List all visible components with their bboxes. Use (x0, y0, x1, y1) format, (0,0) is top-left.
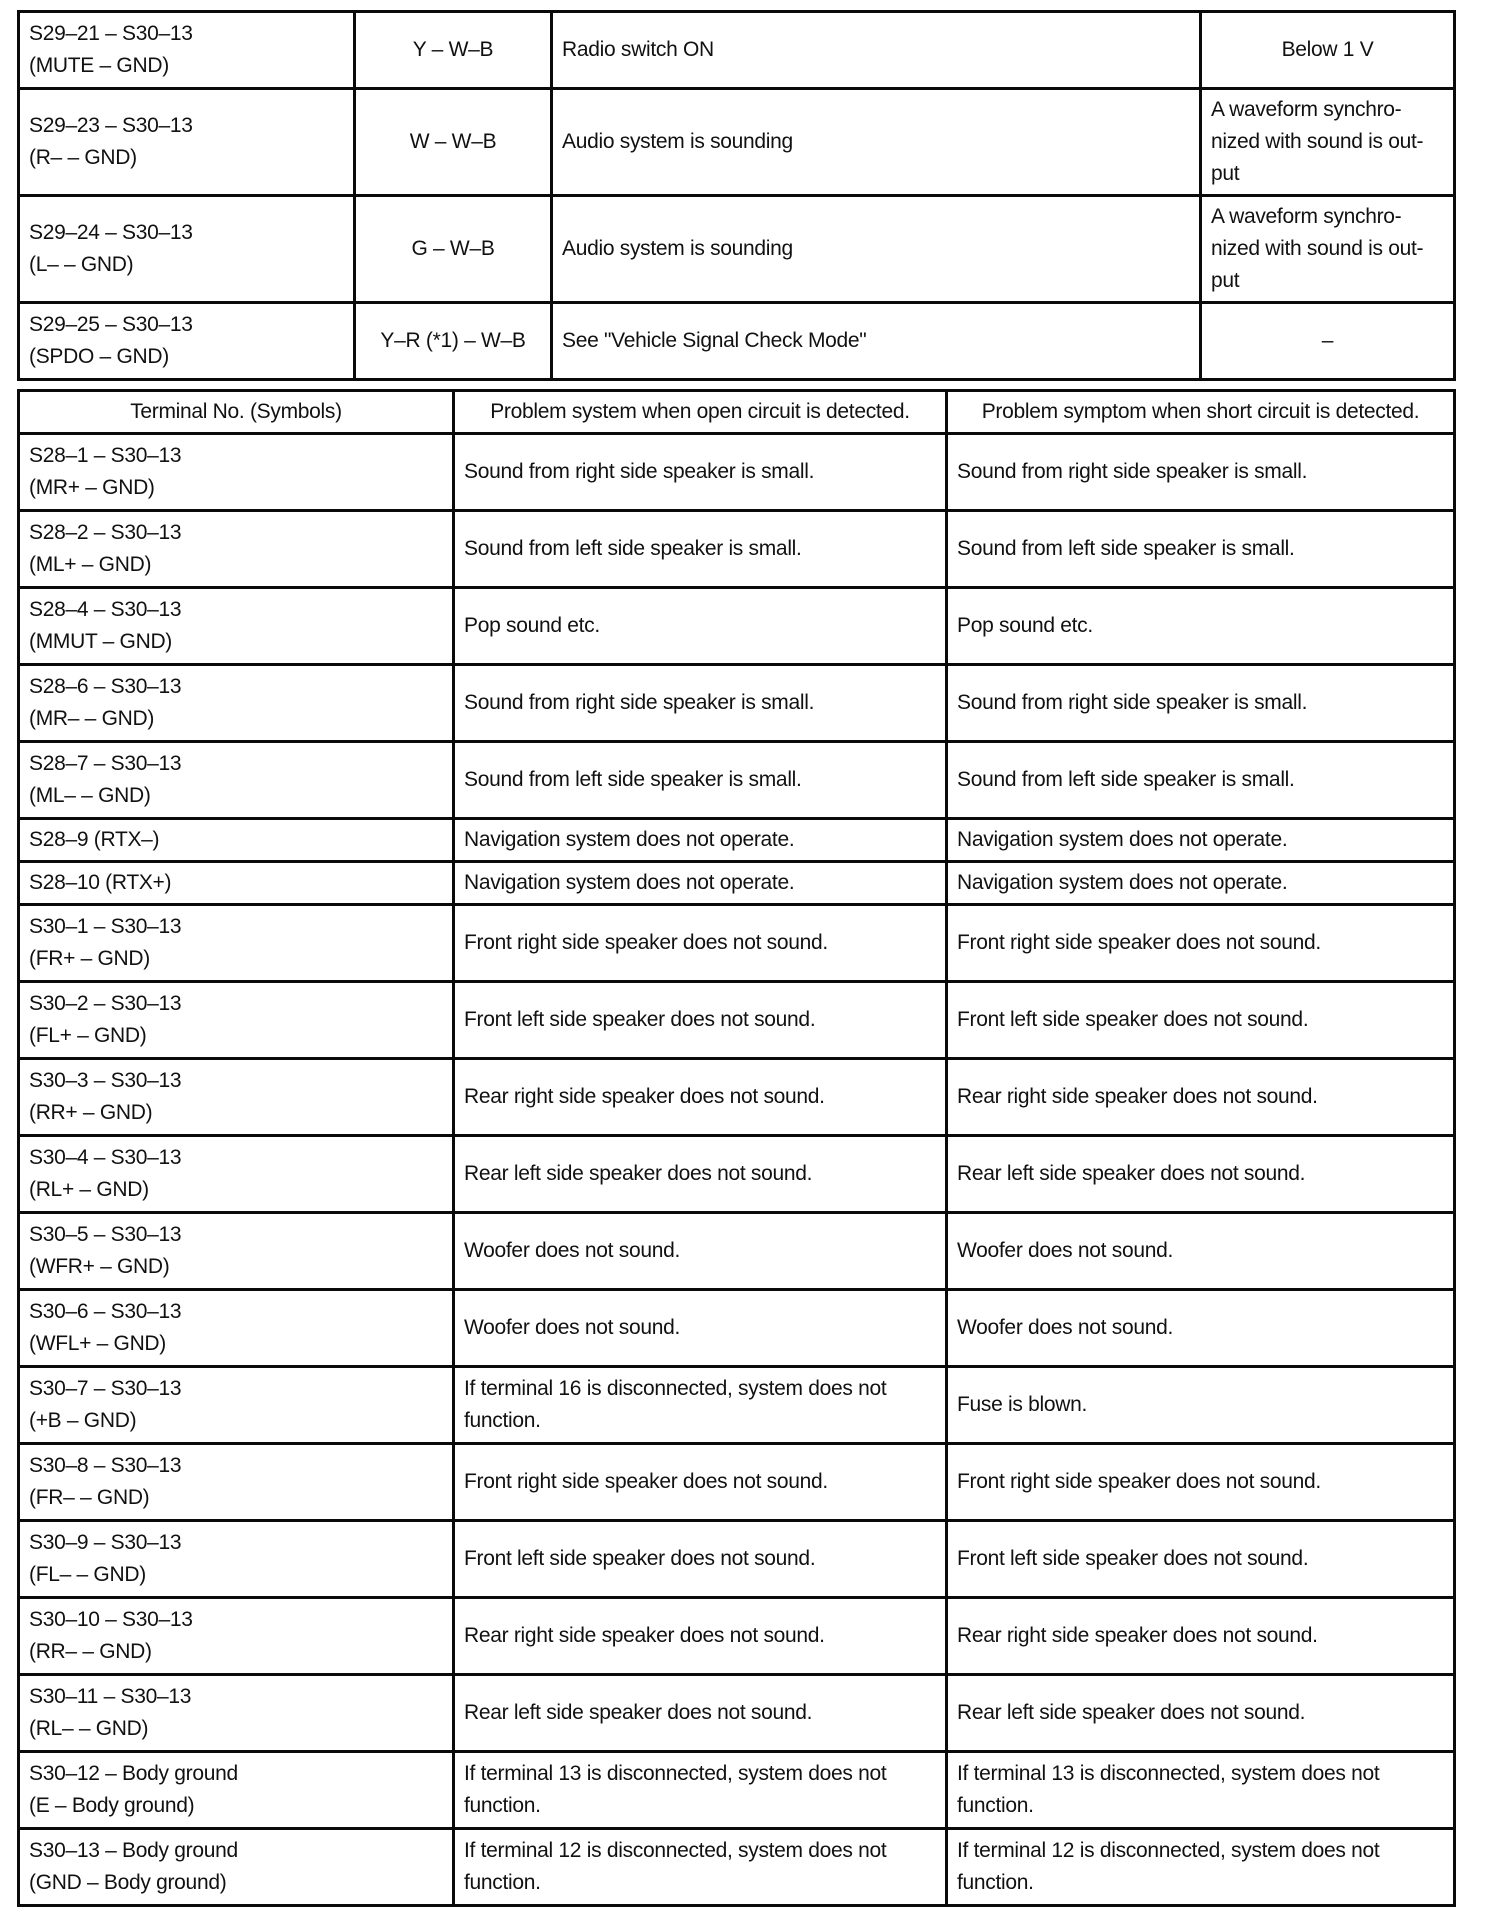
short-circuit-symptom-cell: Sound from right side speaker is small. (947, 434, 1455, 511)
open-circuit-symptom-cell: Navigation system does not operate. (454, 819, 947, 862)
open-circuit-symptom-cell: Front left side speaker does not sound. (454, 982, 947, 1059)
terminal-number: S28–2 – S30–13 (29, 521, 182, 544)
terminal-cell (19, 12, 355, 89)
terminal-symbols: (FL– – GND) (29, 1563, 146, 1586)
wiring-color-cell: Y – W–B (355, 12, 552, 89)
open-circuit-symptom-cell: Woofer does not sound. (454, 1290, 947, 1367)
short-circuit-symptom-cell: Front left side speaker does not sound. (947, 982, 1455, 1059)
table-row (19, 434, 1455, 511)
terminal-number: S29–23 – S30–13 (29, 114, 193, 137)
terminal-number: S28–9 (RTX–) (29, 828, 160, 851)
terminal-number: S30–12 – Body ground (29, 1762, 238, 1785)
terminal-cell (19, 665, 454, 742)
table-row (19, 89, 1455, 196)
short-circuit-symptom-cell: Navigation system does not operate. (947, 819, 1455, 862)
open-circuit-symptom-cell: Front right side speaker does not sound. (454, 1444, 947, 1521)
open-circuit-symptom-cell: If terminal 13 is disconnected, system does not function. (454, 1752, 947, 1829)
terminal-cell (19, 434, 454, 511)
terminal-number: S28–6 – S30–13 (29, 675, 182, 698)
open-short-symptom-table (17, 389, 1456, 1907)
short-circuit-symptom-cell: Front right side speaker does not sound. (947, 1444, 1455, 1521)
table-row (19, 196, 1455, 303)
terminal-cell (19, 905, 454, 982)
table-row (19, 588, 1455, 665)
short-circuit-symptom-cell: Rear right side speaker does not sound. (947, 1598, 1455, 1675)
open-circuit-symptom-cell: Front left side speaker does not sound. (454, 1521, 947, 1598)
table-row (19, 1136, 1455, 1213)
table-row (19, 742, 1455, 819)
terminal-cell (19, 862, 454, 905)
specified-condition-cell: A waveform synchro-nized with sound is out-put (1201, 89, 1455, 196)
short-circuit-symptom-cell: Rear left side speaker does not sound. (947, 1675, 1455, 1752)
table-row (19, 862, 1455, 905)
terminal-symbols: (RL+ – GND) (29, 1178, 149, 1201)
terminal-symbols: (+B – GND) (29, 1409, 137, 1432)
short-circuit-symptom-cell: Fuse is blown. (947, 1367, 1455, 1444)
terminal-cell (19, 1059, 454, 1136)
open-circuit-symptom-cell: Rear left side speaker does not sound. (454, 1675, 947, 1752)
table-row (19, 511, 1455, 588)
terminal-cell (19, 588, 454, 665)
wiring-color-cell: W – W–B (355, 89, 552, 196)
table-row (19, 905, 1455, 982)
short-circuit-symptom-cell: Sound from left side speaker is small. (947, 511, 1455, 588)
table-row (19, 982, 1455, 1059)
terminal-cell (19, 742, 454, 819)
terminal-cell (19, 982, 454, 1059)
terminal-symbols: (MMUT – GND) (29, 630, 173, 653)
terminal-cell (19, 1675, 454, 1752)
short-circuit-symptom-cell: Navigation system does not operate. (947, 862, 1455, 905)
header-short-circuit: Problem symptom when short circuit is detected. (947, 391, 1455, 434)
terminal-cell (19, 1136, 454, 1213)
condition-cell: Radio switch ON (552, 12, 1201, 89)
terminal-number: S28–1 – S30–13 (29, 444, 182, 467)
condition-cell: Audio system is sounding (552, 196, 1201, 303)
terminal-cell (19, 1752, 454, 1829)
terminal-cell (19, 819, 454, 862)
terminal-number: S30–9 – S30–13 (29, 1531, 182, 1554)
open-circuit-symptom-cell: Rear left side speaker does not sound. (454, 1136, 947, 1213)
table-row (19, 1367, 1455, 1444)
terminal-cell (19, 1213, 454, 1290)
short-circuit-symptom-cell: Woofer does not sound. (947, 1213, 1455, 1290)
terminal-number: S28–10 (RTX+) (29, 871, 172, 894)
table-row (19, 1213, 1455, 1290)
terminal-symbols: (ML– – GND) (29, 784, 151, 807)
terminal-cell (19, 1521, 454, 1598)
open-circuit-symptom-cell: If terminal 12 is disconnected, system does not function. (454, 1829, 947, 1906)
terminal-symbols: (WFR+ – GND) (29, 1255, 170, 1278)
table-row (19, 1059, 1455, 1136)
table-row (19, 1829, 1455, 1906)
open-circuit-symptom-cell: Woofer does not sound. (454, 1213, 947, 1290)
terminal-number: S30–6 – S30–13 (29, 1300, 182, 1323)
short-circuit-symptom-cell: Pop sound etc. (947, 588, 1455, 665)
terminal-symbols: (MR– – GND) (29, 707, 155, 730)
table-row (19, 12, 1455, 89)
terminal-symbols: (RR+ – GND) (29, 1101, 153, 1124)
terminal-symbols: (FR+ – GND) (29, 947, 150, 970)
terminal-number: S30–2 – S30–13 (29, 992, 182, 1015)
open-circuit-symptom-cell: Sound from right side speaker is small. (454, 434, 947, 511)
terminal-number: S29–25 – S30–13 (29, 313, 193, 336)
terminal-cell (19, 1598, 454, 1675)
terminal-number: S29–24 – S30–13 (29, 221, 193, 244)
terminal-number: S28–7 – S30–13 (29, 752, 182, 775)
terminal-number: S30–7 – S30–13 (29, 1377, 182, 1400)
open-circuit-symptom-cell: If terminal 16 is disconnected, system does not function. (454, 1367, 947, 1444)
short-circuit-symptom-cell: Woofer does not sound. (947, 1290, 1455, 1367)
short-circuit-symptom-cell: Sound from right side speaker is small. (947, 665, 1455, 742)
condition-cell: Audio system is sounding (552, 89, 1201, 196)
terminal-symbols: (R– – GND) (29, 146, 137, 169)
terminal-number: S30–10 – S30–13 (29, 1608, 193, 1631)
open-circuit-symptom-cell: Sound from left side speaker is small. (454, 742, 947, 819)
terminal-symbols: (ML+ – GND) (29, 553, 152, 576)
terminal-symbols: (L– – GND) (29, 253, 134, 276)
terminal-cell (19, 89, 355, 196)
open-circuit-symptom-cell: Rear right side speaker does not sound. (454, 1059, 947, 1136)
wiring-color-cell: Y–R (*1) – W–B (355, 303, 552, 380)
terminal-symbols: (FL+ – GND) (29, 1024, 147, 1047)
condition-cell: See "Vehicle Signal Check Mode" (552, 303, 1201, 380)
open-circuit-symptom-cell: Front right side speaker does not sound. (454, 905, 947, 982)
header-terminal: Terminal No. (Symbols) (19, 391, 454, 434)
terminal-cell (19, 1444, 454, 1521)
terminal-number: S30–5 – S30–13 (29, 1223, 182, 1246)
terminal-cell (19, 1290, 454, 1367)
short-circuit-symptom-cell: Rear right side speaker does not sound. (947, 1059, 1455, 1136)
specified-condition-cell: Below 1 V (1201, 12, 1455, 89)
table-row (19, 1752, 1455, 1829)
terminal-symbols: (FR– – GND) (29, 1486, 150, 1509)
terminal-symbols: (E – Body ground) (29, 1794, 195, 1817)
terminal-symbols: (RR– – GND) (29, 1640, 152, 1663)
table-row (19, 1521, 1455, 1598)
terminal-cell (19, 511, 454, 588)
terminal-symbols: (MR+ – GND) (29, 476, 155, 499)
terminal-symbols: (WFL+ – GND) (29, 1332, 166, 1355)
terminal-symbols: (RL– – GND) (29, 1717, 149, 1740)
terminal-number: S30–1 – S30–13 (29, 915, 182, 938)
short-circuit-symptom-cell: If terminal 13 is disconnected, system does not function. (947, 1752, 1455, 1829)
terminal-number: S29–21 – S30–13 (29, 22, 193, 45)
table-row (19, 303, 1455, 380)
specified-condition-cell: – (1201, 303, 1455, 380)
terminal-number: S30–4 – S30–13 (29, 1146, 182, 1169)
terminal-number: S30–13 – Body ground (29, 1839, 238, 1862)
wiring-color-cell: G – W–B (355, 196, 552, 303)
table-header-row (19, 391, 1455, 434)
terminal-number: S30–3 – S30–13 (29, 1069, 182, 1092)
terminal-cell (19, 196, 355, 303)
table-row (19, 1290, 1455, 1367)
open-circuit-symptom-cell: Pop sound etc. (454, 588, 947, 665)
table-row (19, 1675, 1455, 1752)
open-circuit-symptom-cell: Sound from right side speaker is small. (454, 665, 947, 742)
specified-condition-cell: A waveform synchro-nized with sound is out-put (1201, 196, 1455, 303)
terminal-symbols: (SPDO – GND) (29, 345, 169, 368)
short-circuit-symptom-cell: Sound from left side speaker is small. (947, 742, 1455, 819)
table-row (19, 1444, 1455, 1521)
terminal-voltage-table (17, 10, 1456, 381)
table-row (19, 665, 1455, 742)
short-circuit-symptom-cell: Front right side speaker does not sound. (947, 905, 1455, 982)
header-open-circuit: Problem system when open circuit is detected. (454, 391, 947, 434)
terminal-number: S30–8 – S30–13 (29, 1454, 182, 1477)
open-circuit-symptom-cell: Sound from left side speaker is small. (454, 511, 947, 588)
terminal-symbols: (MUTE – GND) (29, 54, 169, 77)
table-row (19, 819, 1455, 862)
terminal-cell (19, 303, 355, 380)
short-circuit-symptom-cell: Front left side speaker does not sound. (947, 1521, 1455, 1598)
terminal-number: S30–11 – S30–13 (29, 1685, 192, 1708)
short-circuit-symptom-cell: Rear left side speaker does not sound. (947, 1136, 1455, 1213)
short-circuit-symptom-cell: If terminal 12 is disconnected, system does not function. (947, 1829, 1455, 1906)
terminal-symbols: (GND – Body ground) (29, 1871, 227, 1894)
open-circuit-symptom-cell: Rear right side speaker does not sound. (454, 1598, 947, 1675)
terminal-cell (19, 1829, 454, 1906)
terminal-number: S28–4 – S30–13 (29, 598, 182, 621)
open-circuit-symptom-cell: Navigation system does not operate. (454, 862, 947, 905)
table-row (19, 1598, 1455, 1675)
terminal-cell (19, 1367, 454, 1444)
